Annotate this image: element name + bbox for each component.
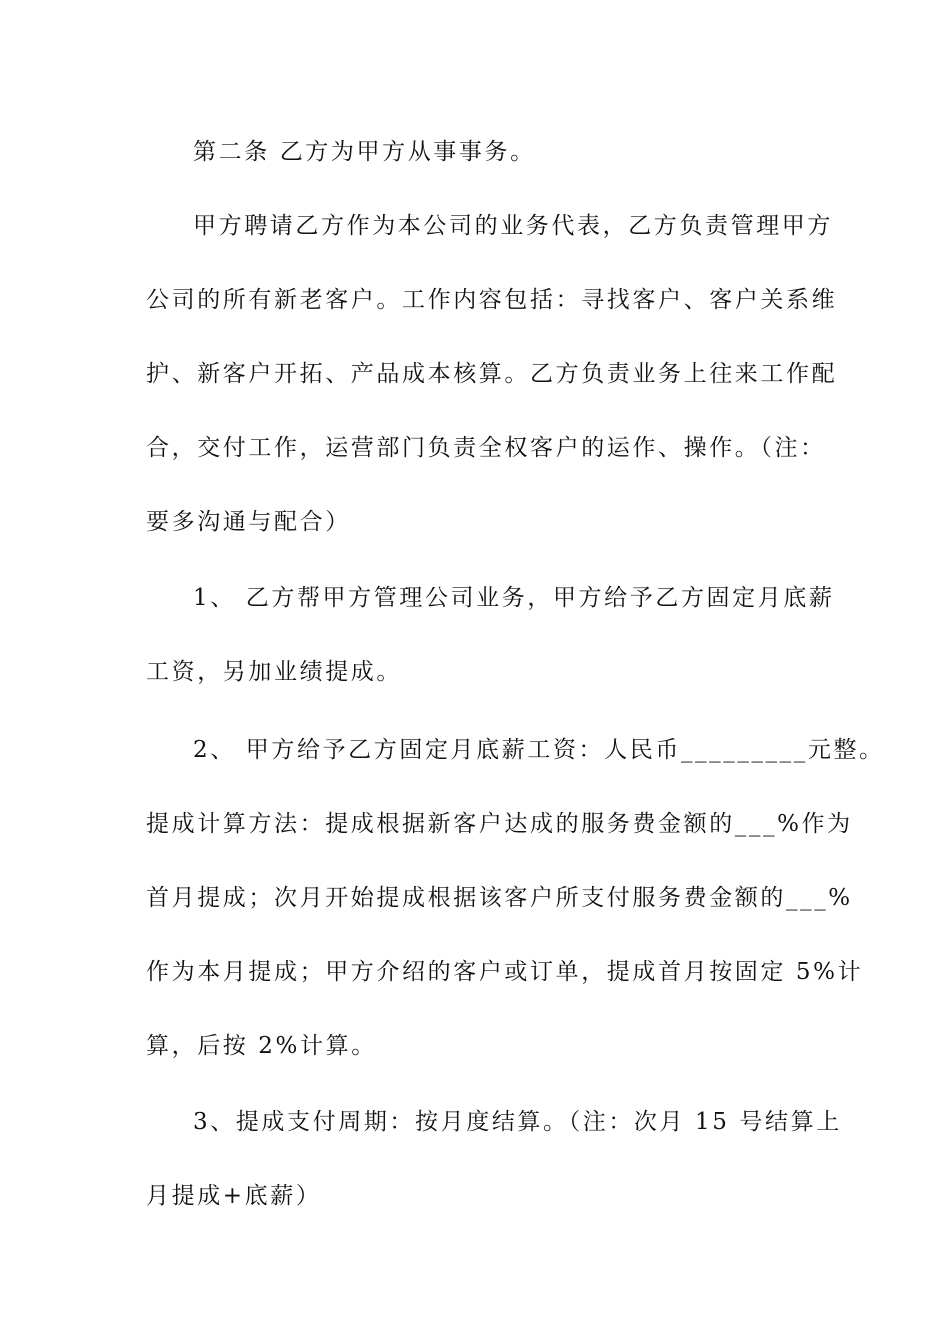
- item-1-line-1: 1、 乙方帮甲方管理公司业务，甲方给予乙方固定月底薪: [193, 585, 835, 611]
- article-heading: 第二条 乙方为甲方从事事务。: [193, 139, 536, 165]
- intro-line-1: 甲方聘请乙方作为本公司的业务代表，乙方负责管理甲方: [193, 213, 833, 239]
- intro-line-3: 护、新客户开拓、产品成本核算。乙方负责业务上往来工作配: [146, 361, 838, 387]
- intro-line-2: 公司的所有新老客户。工作内容包括：寻找客户、客户关系维: [146, 287, 838, 313]
- item-2-line-2: 提成计算方法：提成根据新客户达成的服务费金额的___%作为: [146, 811, 853, 837]
- intro-line-5: 要多沟通与配合）: [146, 509, 351, 535]
- item-1-line-2: 工资，另加业绩提成。: [146, 659, 402, 685]
- item-2-line-1: 2、 甲方给予乙方固定月底薪工资：人民币_________元整。: [193, 737, 885, 763]
- item-2-line-3: 首月提成；次月开始提成根据该客户所支付服务费金额的___%: [146, 885, 853, 911]
- intro-line-4: 合，交付工作，运营部门负责全权客户的运作、操作。（注：: [146, 435, 826, 461]
- item-3-line-2: 月提成+底薪）: [146, 1183, 322, 1209]
- item-2-line-4: 作为本月提成；甲方介绍的客户或订单，提成首月按固定 5%计: [146, 959, 864, 985]
- item-3-line-1: 3、提成支付周期：按月度结算。（注：次月 15 号结算上: [193, 1109, 842, 1135]
- item-2-line-5: 算，后按 2%计算。: [146, 1033, 377, 1059]
